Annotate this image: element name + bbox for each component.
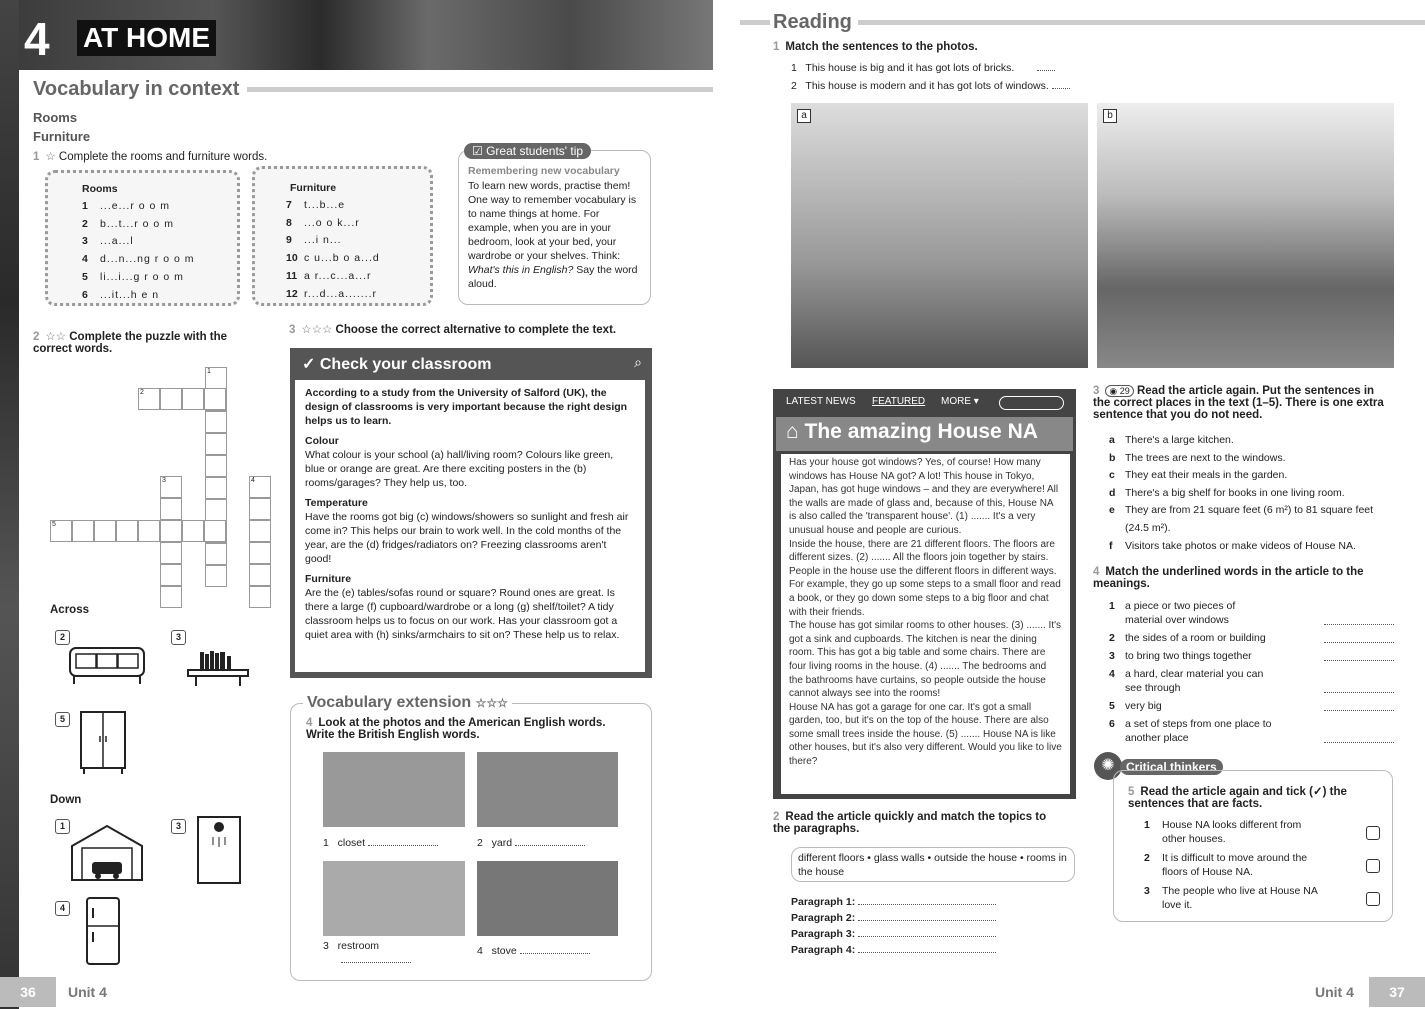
stove-photo — [477, 861, 618, 936]
meaning-answer-line[interactable] — [1324, 710, 1394, 711]
reading-ex1-item-2: 2 This house is modern and it has got lots of windows. — [791, 79, 1070, 93]
furniture-word-item[interactable]: 12 r...d...a.......r — [286, 287, 378, 300]
paragraph-4-answer[interactable]: Paragraph 4: — [791, 942, 996, 958]
restroom-photo — [323, 861, 465, 936]
tip-box — [458, 144, 651, 305]
unit-label-left: Unit 4 — [68, 984, 107, 1000]
critical-thinkers-title: Critical thinkers — [1120, 759, 1223, 775]
ext-item-1: 1 closet — [323, 836, 438, 850]
section-title: Vocabulary in context — [33, 78, 240, 100]
room-word-item[interactable]: 5 li...i...g r o o m — [82, 270, 184, 283]
reading-ex4-instruction: 4 Match the underlined words in the article to the meanings. — [1093, 566, 1364, 590]
crossword-cell[interactable] — [204, 520, 226, 542]
crossword-cell[interactable] — [160, 564, 182, 586]
furniture-paragraph: Are the (e) tables/sofas round or square? Round ones are great. Is there a large (f) cupboard/wardrobe or a long (g) shelf/toilet? A tidy classroom helps us to focus on our work. Has your classroom got a quiet area with (h) sinks/armchairs to sit on? These help us to relax. — [305, 587, 620, 641]
exercise-4-instruction: 4 Look at the photos and the American English words. Write the British English words. — [306, 717, 606, 741]
furniture-word-item[interactable]: 9 ...i n... — [286, 234, 342, 247]
rooms-box — [45, 170, 240, 306]
side-photo-strip — [0, 0, 19, 1009]
sub-furniture: Furniture — [33, 129, 91, 144]
check-classroom-article — [295, 380, 645, 672]
meaning-item: 1 a piece or two pieces of material over windows — [1109, 599, 1274, 627]
crossword-cell[interactable] — [249, 564, 271, 586]
wardrobe-icon — [78, 710, 128, 776]
down-clue-3-number: 3 — [171, 819, 186, 834]
article-title: ⌂ The amazing House NA — [786, 420, 1038, 443]
article-paragraph-3: The house has got similar rooms to other houses. (3) ....... It's got a sink and cupboards. The kitchen is near the dining room. This has got a big table and some chairs. There are four living rooms in the house. (4) ....... The bedrooms and the bathrooms have curtains, so people outside the house cannot always see into the rooms! — [789, 620, 1062, 700]
nav-latest-news[interactable]: LATEST NEWS — [786, 396, 856, 407]
sofa-icon — [66, 640, 148, 688]
crossword-cell[interactable] — [205, 565, 227, 587]
nav-featured[interactable]: FEATURED — [872, 396, 926, 407]
vocabulary-extension-box — [290, 694, 652, 981]
furniture-heading: Furniture — [290, 182, 337, 194]
tip-title: ☑ Great students' tip — [464, 143, 591, 159]
unit-title: AT HOME — [77, 20, 216, 56]
fridge-icon — [84, 896, 122, 968]
garage-icon — [68, 822, 146, 882]
unit-number: 4 — [24, 13, 50, 65]
furniture-heading-text: Furniture — [305, 573, 352, 585]
check-classroom-panel — [290, 348, 652, 678]
exercise-2-instruction: 2 ☆☆ Complete the puzzle with the correct words. — [33, 331, 228, 355]
room-word-item[interactable]: 6 ...it...h e n — [82, 288, 160, 301]
down-clue-1-number: 1 — [55, 819, 70, 834]
crossword-cell[interactable] — [72, 520, 94, 542]
fact-statement: 2 It is difficult to move around the floors of House NA. — [1144, 851, 1324, 879]
sentence-option: c They eat their meals in the garden. — [1109, 469, 1288, 482]
page-number-left: 36 — [0, 977, 56, 1007]
crossword-cell[interactable] — [116, 520, 138, 542]
article-paragraph-1: Has your house got windows? Yes, of course! How many windows has House NA got? A lot! This house in Tokyo, Japan, has got huge windows – and they are everywhere! All the walls are made of glass and, because of this, House NA is also called the 'transparent house'. (1) ....... It's a very unusual house and people are curious. — [789, 457, 1059, 536]
crossword-clue-number: 4 — [251, 477, 255, 484]
article-panel — [773, 389, 1076, 799]
across-clue-5-number: 5 — [55, 712, 70, 727]
meaning-answer-line[interactable] — [1324, 742, 1394, 743]
crossword-cell[interactable] — [205, 411, 227, 433]
room-word-item[interactable]: 2 b...t...r o o m — [82, 217, 174, 230]
down-heading: Down — [50, 794, 82, 806]
fact-checkbox[interactable] — [1366, 826, 1380, 840]
sentence-options — [1109, 432, 1399, 555]
furniture-list — [286, 197, 426, 303]
crossword-cell[interactable] — [160, 542, 182, 564]
photo-a-label: a — [797, 109, 811, 123]
article-paragraph-4: House NA has got a garage for one car. It's got a small garden, too, but it's on the top of the house. There are also some small trees inside the house. (5) ....... House NA is like other houses, but it's also very different. Would you like to live there? — [789, 701, 1062, 768]
nav-more[interactable]: MORE ▾ — [941, 396, 979, 407]
crossword-clue-number: 2 — [140, 389, 144, 396]
check-classroom-title: ✓ Check your classroom — [302, 356, 492, 373]
furniture-word-item[interactable]: 11 a r...c...a...r — [286, 269, 372, 282]
crossword-cell[interactable] — [205, 455, 227, 477]
furniture-word-item[interactable]: 8 ...o o k...r — [286, 216, 360, 229]
meaning-item: 4 a hard, clear material you can see through — [1109, 667, 1274, 695]
exercise-3-instruction: 3 ☆☆☆ Choose the correct alternative to complete the text. — [289, 324, 617, 336]
ext-item-3: 3 restroom — [323, 939, 411, 967]
crossword-cell[interactable] — [94, 520, 116, 542]
exercise-1-instruction: 1 ☆ Complete the rooms and furniture words. — [33, 151, 268, 163]
unit-label-right: Unit 4 — [1315, 984, 1354, 1000]
paragraph-answers — [791, 894, 996, 958]
crossword-cell[interactable] — [205, 499, 227, 521]
room-word-item[interactable]: 1 ...e...r o o m — [82, 200, 171, 212]
section-rule — [247, 87, 713, 92]
crossword-cell[interactable] — [182, 520, 204, 542]
article-body — [781, 454, 1070, 794]
fact-statement: 3 The people who live at House NA love it. — [1144, 884, 1324, 912]
meaning-item: 2 the sides of a room or building — [1109, 631, 1274, 645]
fact-checkbox[interactable] — [1366, 859, 1380, 873]
crossword-cell[interactable] — [182, 388, 204, 410]
meaning-answer-line[interactable] — [1324, 660, 1394, 661]
reading-ex3-instruction: 3 ◉ 29 Read the article again. Put the sentences in the correct places in the text (1–5). There is one extra sentence that you do not need. — [1093, 385, 1384, 421]
crossword-clue-number: 3 — [162, 477, 166, 484]
rooms-list — [82, 198, 232, 304]
furniture-word-item[interactable]: 7 t...b...e — [286, 199, 346, 211]
meaning-item: 3 to bring two things together — [1109, 649, 1274, 663]
article-paragraph-2: Inside the house, there are 21 different floors. The floors are different sizes. (2) ....... All the floors join together by stairs. People in the house use the different floors in different ways. For example, they go up some steps to a small floor and read a book, or they go down some steps to a big floor and chat with their friends. — [789, 538, 1061, 618]
crossword-cell[interactable] — [160, 586, 182, 608]
article-search-input[interactable] — [999, 396, 1064, 410]
crossword-cell[interactable] — [160, 498, 182, 520]
crossword-cell[interactable] — [249, 520, 271, 542]
article-title-bar — [776, 417, 1073, 451]
topics-list: different floors • glass walls • outside the house • rooms in the house — [798, 852, 1067, 878]
audio-icon[interactable]: ◉ 29 — [1105, 385, 1133, 397]
topics-box — [791, 847, 1075, 882]
temperature-heading: Temperature — [305, 497, 368, 509]
fact-checkbox[interactable] — [1366, 892, 1380, 906]
sentence-option: b The trees are next to the windows. — [1109, 451, 1286, 464]
reading-ex2-instruction: 2 Read the article quickly and match the topics to the paragraphs. — [773, 811, 1047, 835]
crossword-cell[interactable] — [249, 498, 271, 520]
article-intro: According to a study from the University of Salford (UK), the design of classrooms is very important because the right design helps us to learn. — [305, 387, 628, 427]
bookshelf-icon — [186, 648, 250, 688]
right-page — [713, 0, 1425, 1009]
closet-photo — [323, 752, 465, 827]
room-word-item[interactable]: 3 ...a...l — [82, 235, 134, 248]
search-icon: ⌕ — [634, 354, 642, 370]
crossword-cell[interactable] — [205, 477, 227, 499]
tip-subtitle: Remembering new vocabulary — [468, 165, 620, 177]
crossword-cell[interactable] — [160, 388, 182, 410]
crossword-cell[interactable] — [249, 586, 271, 608]
sentence-option: a There's a large kitchen. — [1109, 434, 1234, 446]
meanings-list — [1109, 599, 1399, 749]
shower-icon — [195, 815, 243, 885]
crossword-cell[interactable] — [160, 520, 182, 542]
meaning-item: 5 very big — [1109, 699, 1274, 713]
furniture-box — [252, 166, 433, 306]
colour-paragraph: What colour is your school (a) hall/living room? Colours like green, blue or orange are great. Are there exciting posters in the (b) rooms/garages? They help us, too. — [305, 449, 614, 489]
ext-item-2: 2 yard — [477, 836, 585, 850]
page-number-right: 37 — [1369, 977, 1425, 1007]
across-clue-2-number: 2 — [55, 630, 70, 645]
down-clue-4-number: 4 — [55, 901, 70, 916]
fact-statement: 1 House NA looks different from other houses. — [1144, 818, 1324, 846]
across-heading: Across — [50, 604, 89, 616]
crossword-clue-number: 5 — [52, 521, 56, 528]
room-word-item[interactable]: 4 d...n...ng r o o m — [82, 253, 195, 266]
critical-statements — [1144, 818, 1384, 917]
ext-item-4: 4 stove — [477, 944, 590, 958]
crossword-cell[interactable] — [138, 520, 160, 542]
crossword-clue-number: 1 — [207, 368, 211, 375]
lightbulb-icon: ✺ — [1094, 752, 1122, 780]
critical-instruction: 5 Read the article again and tick (✓) the sentences that are facts. — [1128, 786, 1347, 810]
photo-b-label: b — [1103, 109, 1117, 123]
meaning-answer-line[interactable] — [1324, 692, 1394, 693]
temperature-paragraph: Have the rooms got big (c) windows/showers so sunlight and fresh air come in? This helps our brain to work well. In the cold months of the year, are the (d) fridges/radiators on? Freezing classrooms aren't good! — [305, 511, 629, 565]
crossword-cell[interactable] — [249, 542, 271, 564]
reading-rule-right — [858, 20, 1425, 25]
reading-ex1-item-1: 1 This house is big and it has got lots of bricks. — [791, 61, 1055, 75]
paragraph-2-answer[interactable]: Paragraph 2: — [791, 910, 996, 926]
meaning-answer-line[interactable] — [1324, 624, 1394, 625]
critical-thinkers-box — [1113, 770, 1393, 922]
crossword-cell[interactable] — [205, 543, 227, 565]
photo-a-modern-house — [791, 103, 1088, 368]
sentence-option: e They are from 21 square feet (6 m²) to 81 square feet (24.5 m²). — [1109, 504, 1374, 534]
photo-b-brick-house — [1097, 103, 1394, 368]
paragraph-1-answer[interactable]: Paragraph 1: — [791, 894, 996, 910]
crossword-cell[interactable] — [204, 388, 226, 410]
paragraph-3-answer[interactable]: Paragraph 3: — [791, 926, 996, 942]
yard-photo — [477, 752, 618, 827]
across-clue-3-number: 3 — [171, 630, 186, 645]
furniture-word-item[interactable]: 10 c u...b o a...d — [286, 252, 380, 265]
sub-rooms: Rooms — [33, 110, 78, 125]
colour-heading: Colour — [305, 435, 339, 447]
meaning-item: 6 a set of steps from one place to another place — [1109, 717, 1274, 745]
rooms-heading: Rooms — [82, 183, 118, 195]
reading-ex1-instruction: 1 Match the sentences to the photos. — [773, 41, 978, 53]
tip-body: To learn new words, practise them! One way to remember vocabulary is to name things at home. For example, when you are in your bedroom, look at your bed, your wardrobe or your shelves. Think: What's this in English? Say the word aloud. — [468, 180, 638, 290]
sentence-option: f Visitors take photos or make videos of House NA. — [1109, 539, 1356, 552]
reading-title: Reading — [773, 11, 852, 33]
crossword-cell[interactable] — [205, 433, 227, 455]
vocabulary-extension-title: Vocabulary extension ☆☆☆ — [303, 694, 512, 712]
reading-rule-left — [740, 20, 770, 25]
sentence-option: d There's a big shelf for books in one living room. — [1109, 486, 1345, 499]
meaning-answer-line[interactable] — [1324, 642, 1394, 643]
